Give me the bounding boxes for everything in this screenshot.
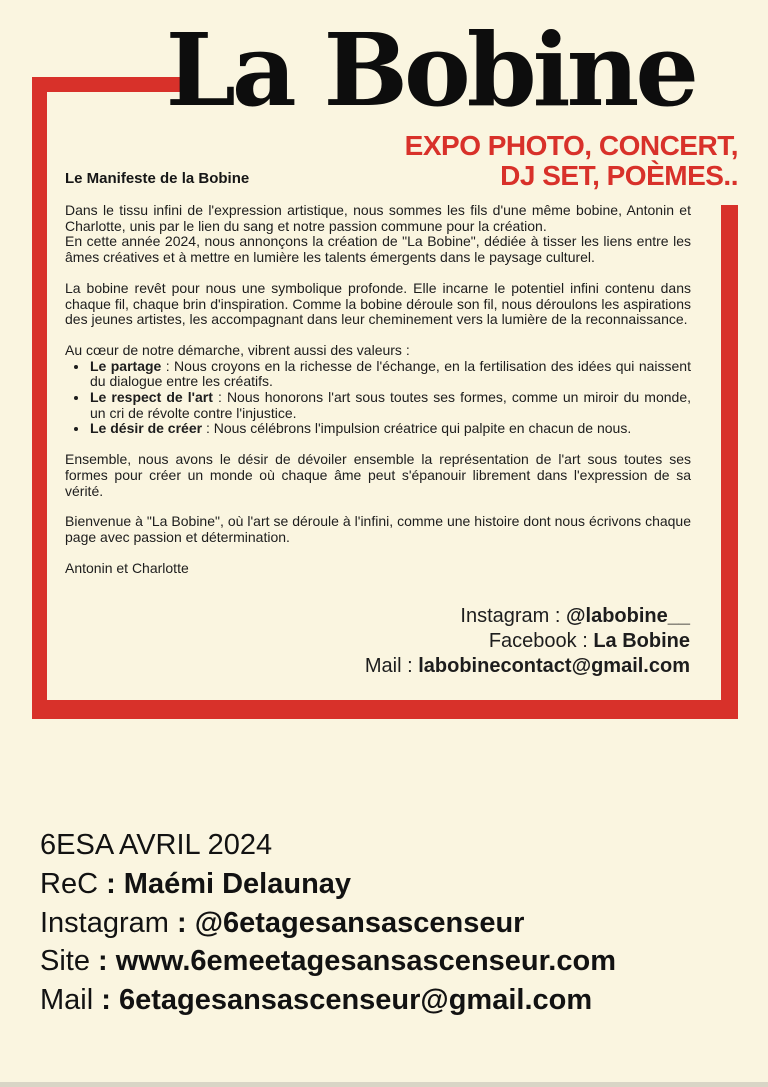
value-term: Le désir de créer [90, 420, 203, 437]
value-item [89, 359, 691, 390]
frame-border-bottom [32, 700, 738, 719]
value-item [89, 421, 691, 437]
frame-border-right [721, 205, 738, 719]
contact-label: Instagram : [460, 605, 567, 627]
contact-label: Facebook : [488, 630, 594, 652]
contact-value: La Bobine [593, 630, 690, 652]
footer-line-site [40, 942, 616, 981]
manifesto-heading: Le Manifeste de la Bobine [65, 170, 250, 187]
value-term: Le partage [90, 357, 162, 374]
manifesto-paragraph: Dans le tissu infini de l'expression artistique, nous sommes les fils d'une même bobine, Antonin et Charlotte, unis par le lien du sang et notre passion commune pour la création. [65, 202, 691, 234]
manifesto-paragraph: Bienvenue à "La Bobine", où l'art se déroule à l'infini, comme une histoire dont nous écrivons chaque page avec passion et détermination. [65, 513, 691, 545]
contact-line-instagram [365, 604, 690, 629]
contact-block [365, 604, 690, 679]
page-title: La Bobine [165, 11, 695, 129]
event-subtitle [405, 131, 738, 191]
event-subtitle-line2: DJ SET, POÈMES.. [500, 160, 738, 191]
footer-value: : 6etagesansascenseur@gmail.com [101, 984, 593, 1017]
values-list [65, 359, 691, 438]
footer-block [40, 826, 616, 1020]
signature: Antonin et Charlotte [65, 559, 189, 576]
manifesto-paragraph: La bobine revêt pour nous une symbolique profonde. Elle incarne le potentiel infini contenu dans chaque fil, chaque brin d'inspiration. Comme la bobine déroule son fil, nous déroulons les aspirations des jeunes artistes, les accompagnant dans leur cheminement vers la lumière de la reconnaissance. [65, 279, 691, 328]
footer-line-rec [40, 865, 616, 904]
value-text: : Nous honorons l'art sous toutes ses formes, comme un miroir du monde, un cri de révolte contre l'injustice. [90, 389, 691, 421]
contact-line-facebook [365, 629, 690, 654]
value-item [89, 390, 691, 421]
values-intro: Au cœur de notre démarche, vibrent aussi des valeurs : [65, 341, 410, 358]
contact-line-mail [365, 654, 690, 679]
footer-label: ReC [40, 867, 107, 900]
contact-label: Mail : [364, 655, 419, 677]
manifesto-paragraph: Ensemble, nous avons le désir de dévoiler ensemble la représentation de l'art sous toutes ses formes pour créer un monde où chaque âme peut s'épanouir librement dans l'expression de sa vérité. [65, 451, 691, 499]
footer-line-instagram [40, 904, 616, 943]
footer-label: Site [40, 945, 99, 978]
footer-value: : www.6emeetagesansascenseur.com [98, 945, 616, 978]
frame-border-left [32, 77, 47, 719]
footer-label: Mail [40, 984, 102, 1017]
value-text: : Nous croyons en la richesse de l'échange, en la fertilisation des idées qui naissent du dialogue entre les créatifs. [90, 357, 691, 390]
manifesto-body [65, 203, 691, 576]
footer-date: 6ESA AVRIL 2024 [40, 829, 273, 861]
contact-value: @labobine__ [566, 605, 690, 627]
event-subtitle-line1: EXPO PHOTO, CONCERT, [404, 130, 738, 161]
contact-value: labobinecontact@gmail.com [418, 655, 690, 677]
scan-edge-line [0, 1082, 768, 1087]
value-text: : Nous célébrons l'impulsion créatrice qui palpite en chacun de nous. [202, 420, 632, 437]
value-term: Le respect de l'art [90, 389, 213, 406]
footer-value: : @6etagesansascenseur [177, 906, 525, 939]
footer-line-mail [40, 981, 616, 1020]
footer-value: : Maémi Delaunay [106, 867, 352, 900]
manifesto-paragraph: En cette année 2024, nous annonçons la création de "La Bobine", dédiée à tisser les liens entre les âmes créatives et à mettre en lumière les talents émergents dans le paysage culturel. [65, 233, 691, 266]
footer-label: Instagram [40, 906, 177, 939]
